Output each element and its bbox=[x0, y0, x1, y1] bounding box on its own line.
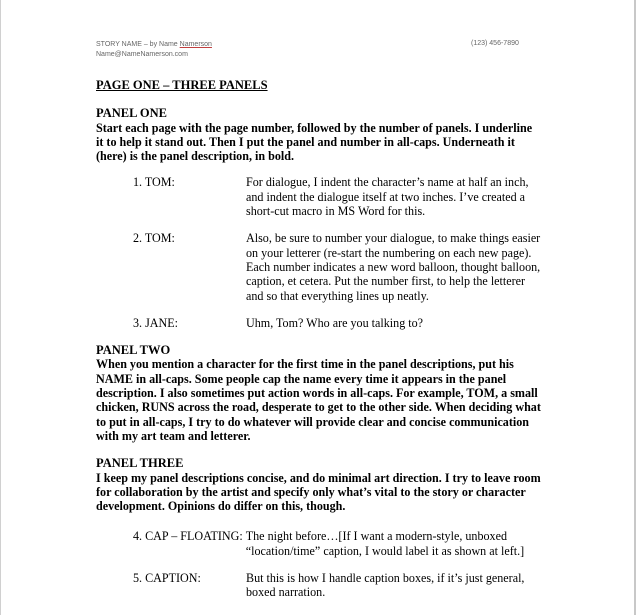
author-email: Name@NameNamerson.com bbox=[96, 51, 188, 58]
panel-one-description: Start each page with the page number, followed by the number of panels. I underline it to help it stand out. Then I put the panel and number in all-caps. Underneath it (here) is the panel description, in bold. bbox=[96, 120, 533, 164]
panel-two-heading: PANEL TWO bbox=[96, 343, 171, 358]
panel-three-description: I keep my panel descriptions concise, and do minimal art direction. I try to leave room for collaboration by the artist and specify only what’s vital to the story or character development. Opinions do differ on this, though. bbox=[96, 470, 541, 514]
page-header bbox=[96, 40, 212, 60]
dialogue-text: For dialogue, I indent the character’s name at half an inch, and indent the dialogue itself at two inches. I’ve created a short-cut macro in MS Word for this. bbox=[246, 175, 529, 219]
speaker-label: 3. JANE: bbox=[133, 315, 179, 330]
dialogue-line-4 bbox=[133, 529, 541, 558]
script-body bbox=[96, 78, 541, 613]
dialogue-text: The night before…[If I want a modern-style, unboxed “location/time” caption, I would label it as shown at left.] bbox=[245, 529, 525, 558]
speaker-label: 2. TOM: bbox=[133, 231, 175, 246]
page-title: PAGE ONE – THREE PANELS bbox=[96, 78, 268, 92]
dialogue-text: But this is how I handle caption boxes, if it’s just general, boxed narration. bbox=[246, 571, 525, 600]
panel-two-description: When you mention a character for the first time in the panel descriptions, put his NAME in all-caps. Some people cap the name every time it appears in the panel description. I also sometimes put action words in all-caps. For example, TOM, a small chicken, RUNS across the road, desperate to get to the other side. When deciding what to put in all-caps, I try to do whatever will provide clear and concise communication with my art team and letterer. bbox=[96, 357, 541, 443]
speaker-label: 5. CAPTION: bbox=[133, 571, 201, 586]
author-surname: Namerson bbox=[179, 41, 212, 48]
story-byline bbox=[96, 40, 212, 50]
dialogue-text: Also, be sure to number your dialogue, to make things easier on your letterer (re-start the numbering on each new page). Each number indicates a new word balloon, thought balloon, caption, et cetera. Put the number first, to help the letterer and so that everything lines up neatly. bbox=[246, 231, 541, 303]
dialogue-line-5 bbox=[133, 571, 541, 600]
author-phone: (123) 456-7890 bbox=[471, 40, 519, 47]
dialogue-line-2 bbox=[133, 231, 541, 302]
panel-three-heading: PANEL THREE bbox=[96, 456, 184, 471]
dialogue-text: Uhm, Tom? Who are you talking to? bbox=[246, 315, 424, 330]
speaker-label: 4. CAP – FLOATING: bbox=[133, 529, 243, 544]
dialogue-line-3 bbox=[133, 316, 541, 330]
dialogue-line-1 bbox=[133, 175, 541, 218]
story-name-label: STORY NAME – by Name bbox=[96, 41, 180, 48]
panel-one-heading: PANEL ONE bbox=[96, 106, 167, 121]
speaker-label: 1. TOM: bbox=[133, 175, 175, 190]
